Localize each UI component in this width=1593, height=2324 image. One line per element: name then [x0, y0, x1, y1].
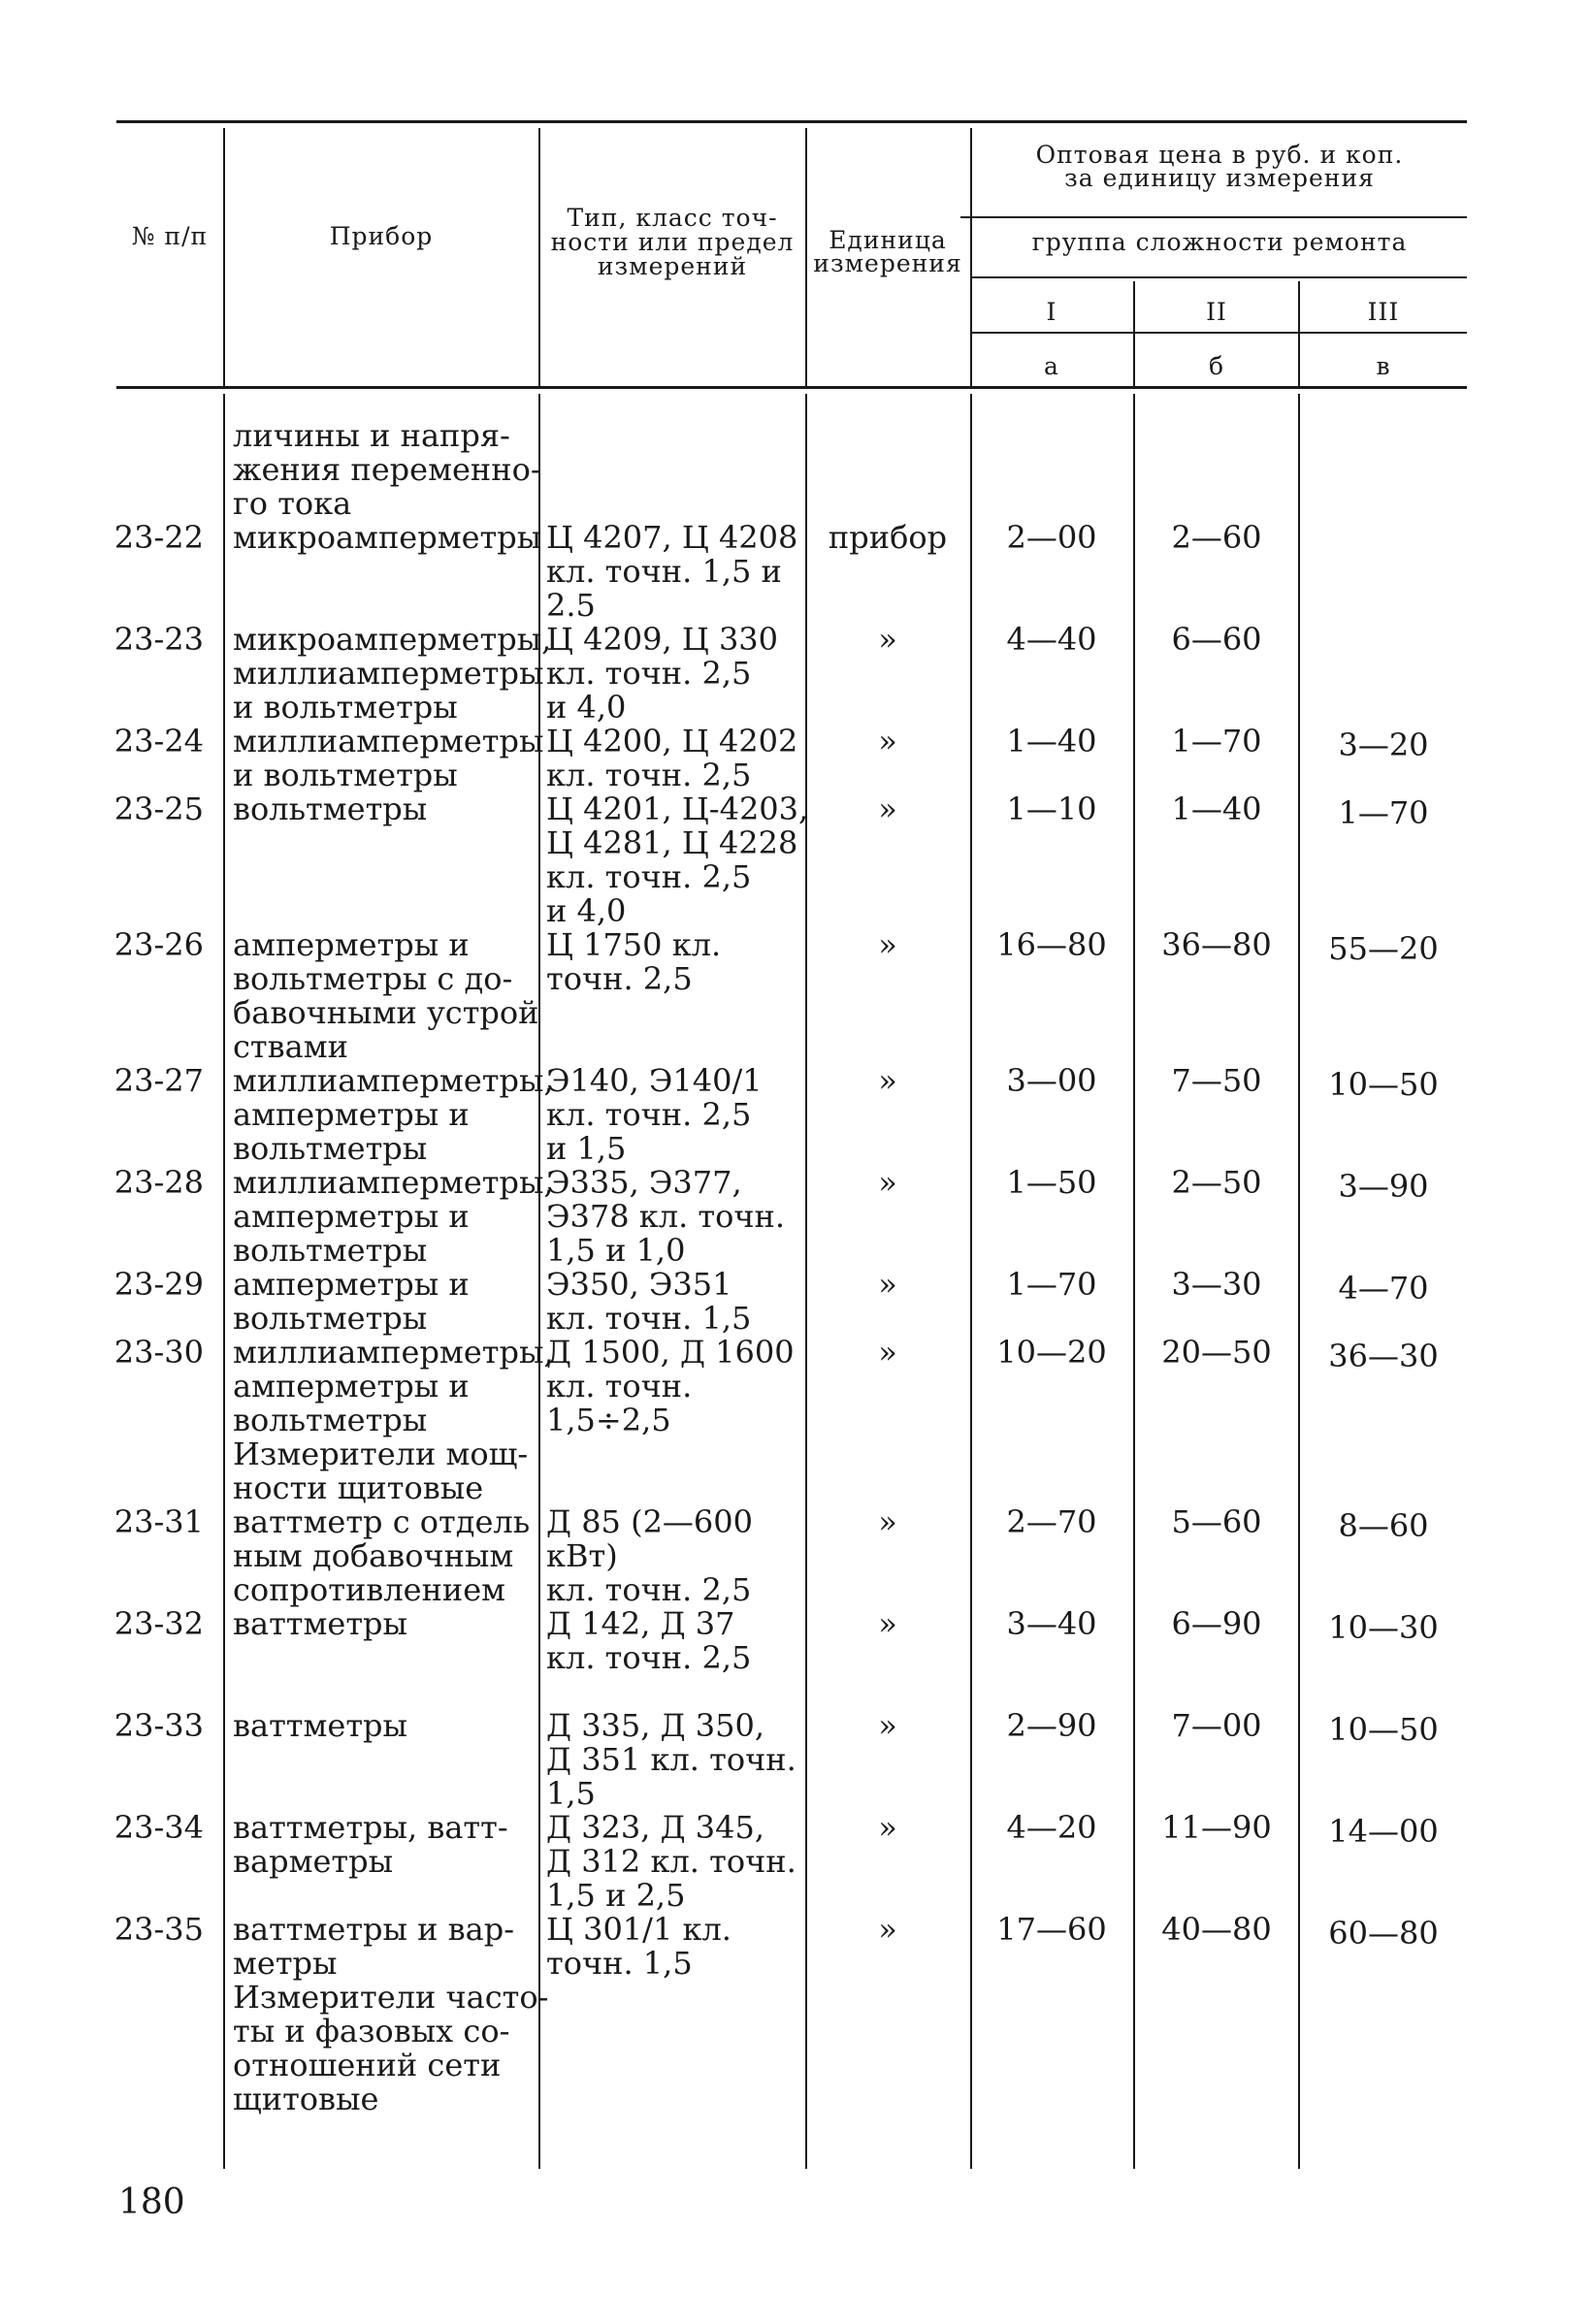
type-class-line: и 1,5 — [546, 1130, 627, 1167]
device-name-line: отношений сети — [233, 2047, 502, 2083]
device-name-line: ваттметры — [233, 1707, 407, 1744]
device-name-line: вольтметры с до- — [233, 960, 513, 997]
row-number: 23-27 — [114, 1062, 204, 1099]
type-class-line: Э350, Э351 — [546, 1266, 732, 1303]
device-name-line: ным добавочным — [233, 1537, 514, 1574]
type-class-line: Ц 4207, Ц 4208 — [546, 519, 798, 556]
device-name-line: амперметры и — [233, 926, 470, 963]
type-class-line: и 4,0 — [546, 689, 627, 726]
price-group-2: 7—00 — [1171, 1707, 1262, 1744]
device-name-line: амперметры и — [233, 1368, 470, 1404]
type-class-line: Ц 301/1 кл. — [546, 1911, 731, 1948]
header-subcol-a: а — [1044, 352, 1059, 380]
device-name-line: вольтметры — [233, 1130, 428, 1167]
price-group-1: 1—50 — [1006, 1164, 1097, 1201]
row-number: 23-34 — [114, 1809, 204, 1846]
type-class-line: 1,5 и 2,5 — [546, 1877, 686, 1914]
price-group-1: 4—40 — [1006, 621, 1097, 658]
unit-of-measure: прибор — [828, 519, 948, 556]
type-class-line: кл. точн. 2,5 — [546, 1096, 752, 1133]
price-group-3: 55—20 — [1328, 930, 1439, 967]
header-price-title-line-2: за единицу измерения — [1064, 164, 1375, 192]
device-name-line: микроамперметры — [233, 519, 542, 556]
price-group-2: 36—80 — [1161, 926, 1272, 963]
type-class-line: Ц 1750 кл. — [546, 926, 722, 963]
type-class-line: 2.5 — [546, 587, 596, 624]
price-group-2: 5—60 — [1171, 1503, 1262, 1540]
top-rule — [116, 120, 1467, 123]
device-name-line: Измерители мощ- — [233, 1436, 529, 1472]
row-number: 23-30 — [114, 1334, 204, 1371]
device-name-line: метры — [233, 1945, 338, 1982]
price-group-2: 7—50 — [1171, 1062, 1262, 1099]
device-name-line: сопротивлением — [233, 1571, 506, 1608]
unit-of-measure: » — [878, 1707, 897, 1744]
type-class-line: кл. точн. 2,5 — [546, 655, 752, 692]
price-group-3: 36—30 — [1328, 1338, 1439, 1374]
header-price-title-line-1: Оптовая цена в руб. и коп. — [1035, 141, 1404, 169]
device-name-line: миллиамперметры — [233, 723, 544, 759]
type-class-line: Д 85 (2—600 — [546, 1503, 753, 1540]
unit-of-measure: » — [878, 1266, 897, 1303]
header-number: № п/п — [131, 222, 209, 250]
unit-of-measure: » — [878, 1503, 897, 1540]
unit-of-measure: » — [878, 1809, 897, 1846]
body-divider-1 — [223, 394, 225, 2169]
device-name-line: и вольтметры — [233, 689, 458, 726]
device-name-line: амперметры и — [233, 1096, 470, 1133]
type-class-line: точн. 1,5 — [546, 1945, 693, 1982]
row-number: 23-33 — [114, 1707, 204, 1744]
row-number: 23-24 — [114, 723, 204, 759]
type-class-line: Э335, Э377, — [546, 1164, 742, 1201]
type-class-line: кл. точн. 2,5 — [546, 1639, 752, 1676]
type-class-line: Д 312 кл. точн. — [546, 1843, 796, 1880]
device-name-line: амперметры и — [233, 1266, 470, 1303]
type-class-line: кл. точн. — [546, 1368, 693, 1404]
device-name-line: вольтметры — [233, 1300, 428, 1337]
header-group-title: группа сложности ремонта — [1031, 228, 1408, 256]
type-class-line: Ц 4209, Ц 330 — [546, 621, 779, 658]
type-class-line: кл. точн. 2,5 — [546, 858, 752, 895]
price-group-1: 3—40 — [1006, 1605, 1097, 1642]
device-name-line: бавочными устрой — [233, 994, 539, 1031]
price-group-3: 10—30 — [1328, 1609, 1439, 1646]
header-unit-line-1: Единица — [829, 226, 947, 254]
type-class-line: Ц 4201, Ц-4203, — [546, 791, 809, 827]
unit-of-measure: » — [878, 1164, 897, 1201]
header-type — [540, 206, 804, 278]
price-group-1: 2—90 — [1006, 1707, 1097, 1744]
type-class-line: кВт) — [546, 1537, 618, 1574]
type-class-line: Д 335, Д 350, — [546, 1707, 765, 1744]
row-number: 23-31 — [114, 1503, 204, 1540]
type-class-line: 1,5 и 1,0 — [546, 1232, 686, 1269]
unit-of-measure: » — [878, 723, 897, 759]
device-name-line: вольтметры — [233, 1232, 428, 1269]
header-type-line-1: Тип, класс точ- — [567, 204, 778, 232]
header-group-1: I — [1046, 298, 1057, 326]
price-group-1: 2—00 — [1006, 519, 1097, 556]
price-group-3: 8—60 — [1338, 1507, 1429, 1544]
device-name-line: ваттметры — [233, 1605, 407, 1642]
price-title-rule — [960, 216, 1467, 218]
header-group-3: III — [1367, 298, 1400, 326]
device-name-line: миллиамперметры, — [233, 1062, 554, 1099]
price-group-3: 14—00 — [1328, 1813, 1439, 1850]
page-number: 180 — [118, 2182, 185, 2222]
type-class-line: и 4,0 — [546, 892, 627, 929]
type-class-line: точн. 2,5 — [546, 960, 693, 997]
header-divider-1 — [223, 128, 225, 386]
type-class-line: 1,5 — [546, 1775, 596, 1812]
type-class-line: кл. точн. 1,5 — [546, 1300, 752, 1337]
price-group-1: 10—20 — [996, 1334, 1107, 1371]
type-class-line: кл. точн. 1,5 и — [546, 553, 782, 590]
unit-of-measure: » — [878, 926, 897, 963]
price-group-3: 3—90 — [1338, 1168, 1429, 1205]
device-name-line: щитовые — [233, 2081, 379, 2117]
device-name-line: вольтметры — [233, 1402, 428, 1438]
price-group-1: 16—80 — [996, 926, 1107, 963]
row-number: 23-25 — [114, 791, 204, 827]
type-class-line: Ц 4200, Ц 4202 — [546, 723, 798, 759]
price-group-2: 6—60 — [1171, 621, 1262, 658]
device-name-line: ваттметры, ватт- — [233, 1809, 508, 1846]
device-name-line: Измерители часто- — [233, 1979, 549, 2016]
device-name-line: миллиамперметры — [233, 655, 544, 692]
header-type-line-2: ности или предел — [550, 228, 795, 256]
unit-of-measure: » — [878, 791, 897, 827]
row-number: 23-22 — [114, 519, 204, 556]
group-title-rule — [970, 276, 1467, 278]
device-name-line: ности щитовые — [233, 1469, 484, 1506]
device-name-line: миллиамперметры, — [233, 1164, 554, 1201]
price-group-2: 2—50 — [1171, 1164, 1262, 1201]
price-group-2: 3—30 — [1171, 1266, 1262, 1303]
unit-of-measure: » — [878, 1062, 897, 1099]
header-subcol-b: б — [1208, 352, 1225, 380]
type-class-line: Д 1500, Д 1600 — [546, 1334, 795, 1371]
header-subcol-c: в — [1376, 352, 1391, 380]
device-name-line: миллиамперметры, — [233, 1334, 554, 1371]
price-group-2: 1—70 — [1171, 723, 1262, 759]
device-name-line: варметры — [233, 1843, 394, 1880]
header-unit — [807, 226, 968, 277]
type-class-line: Э140, Э140/1 — [546, 1062, 763, 1099]
device-name-line: ваттметры и вар- — [233, 1911, 515, 1948]
type-class-line: кл. точн. 2,5 — [546, 1571, 752, 1608]
header-device: Прибор — [329, 222, 434, 250]
price-group-3: 10—50 — [1328, 1066, 1439, 1103]
unit-of-measure: » — [878, 1334, 897, 1371]
price-group-3: 3—20 — [1338, 726, 1429, 763]
price-group-1: 4—20 — [1006, 1809, 1097, 1846]
header-type-line-3: измерений — [597, 252, 748, 280]
row-number: 23-28 — [114, 1164, 204, 1201]
price-group-2: 6—90 — [1171, 1605, 1262, 1642]
header-bottom-rule — [116, 386, 1467, 389]
device-name-line: вольтметры — [233, 791, 428, 827]
device-name-line: ваттметр с отдель — [233, 1503, 531, 1540]
row-number: 23-26 — [114, 926, 204, 963]
group-numbers-rule — [970, 332, 1467, 334]
row-number: 23-35 — [114, 1911, 204, 1948]
price-group-1: 1—10 — [1006, 791, 1097, 827]
device-name-line: личины и напря- — [233, 417, 510, 454]
row-number: 23-23 — [114, 621, 204, 658]
row-number: 23-29 — [114, 1266, 204, 1303]
price-group-2: 20—50 — [1161, 1334, 1272, 1371]
device-name-line: ты и фазовых со- — [233, 2013, 510, 2050]
price-group-1: 1—40 — [1006, 723, 1097, 759]
price-group-1: 3—00 — [1006, 1062, 1097, 1099]
price-group-2: 11—90 — [1161, 1809, 1272, 1846]
price-group-2: 1—40 — [1171, 791, 1262, 827]
price-group-3: 1—70 — [1338, 794, 1429, 831]
device-name-line: и вольтметры — [233, 757, 458, 793]
device-name-line: ствами — [233, 1028, 348, 1065]
unit-of-measure: » — [878, 1605, 897, 1642]
price-group-3: 4—70 — [1338, 1270, 1429, 1307]
row-number: 23-32 — [114, 1605, 204, 1642]
device-name-line: жения переменно- — [233, 451, 541, 488]
type-class-line: Ц 4281, Ц 4228 — [546, 824, 798, 861]
header-unit-line-2: измерения — [813, 249, 962, 277]
device-name-line: амперметры и — [233, 1198, 470, 1235]
header-price-title — [972, 141, 1467, 192]
type-class-line: кл. точн. 2,5 — [546, 757, 752, 793]
type-class-line: Д 351 кл. точн. — [546, 1741, 796, 1778]
type-class-line: Д 142, Д 37 — [546, 1605, 735, 1642]
device-name-line: микроамперметры, — [233, 621, 552, 658]
price-group-1: 17—60 — [996, 1911, 1107, 1948]
type-class-line: Э378 кл. точн. — [546, 1198, 786, 1235]
type-class-line: Д 323, Д 345, — [546, 1809, 765, 1846]
price-group-3: 10—50 — [1328, 1711, 1439, 1748]
price-group-3: 60—80 — [1328, 1915, 1439, 1952]
price-group-2: 40—80 — [1161, 1911, 1272, 1948]
type-class-line: 1,5÷2,5 — [546, 1402, 671, 1438]
price-group-1: 2—70 — [1006, 1503, 1097, 1540]
header-group-2: II — [1206, 298, 1227, 326]
unit-of-measure: » — [878, 1911, 897, 1948]
price-group-2: 2—60 — [1171, 519, 1262, 556]
price-group-1: 1—70 — [1006, 1266, 1097, 1303]
unit-of-measure: » — [878, 621, 897, 658]
device-name-line: го тока — [233, 485, 352, 522]
